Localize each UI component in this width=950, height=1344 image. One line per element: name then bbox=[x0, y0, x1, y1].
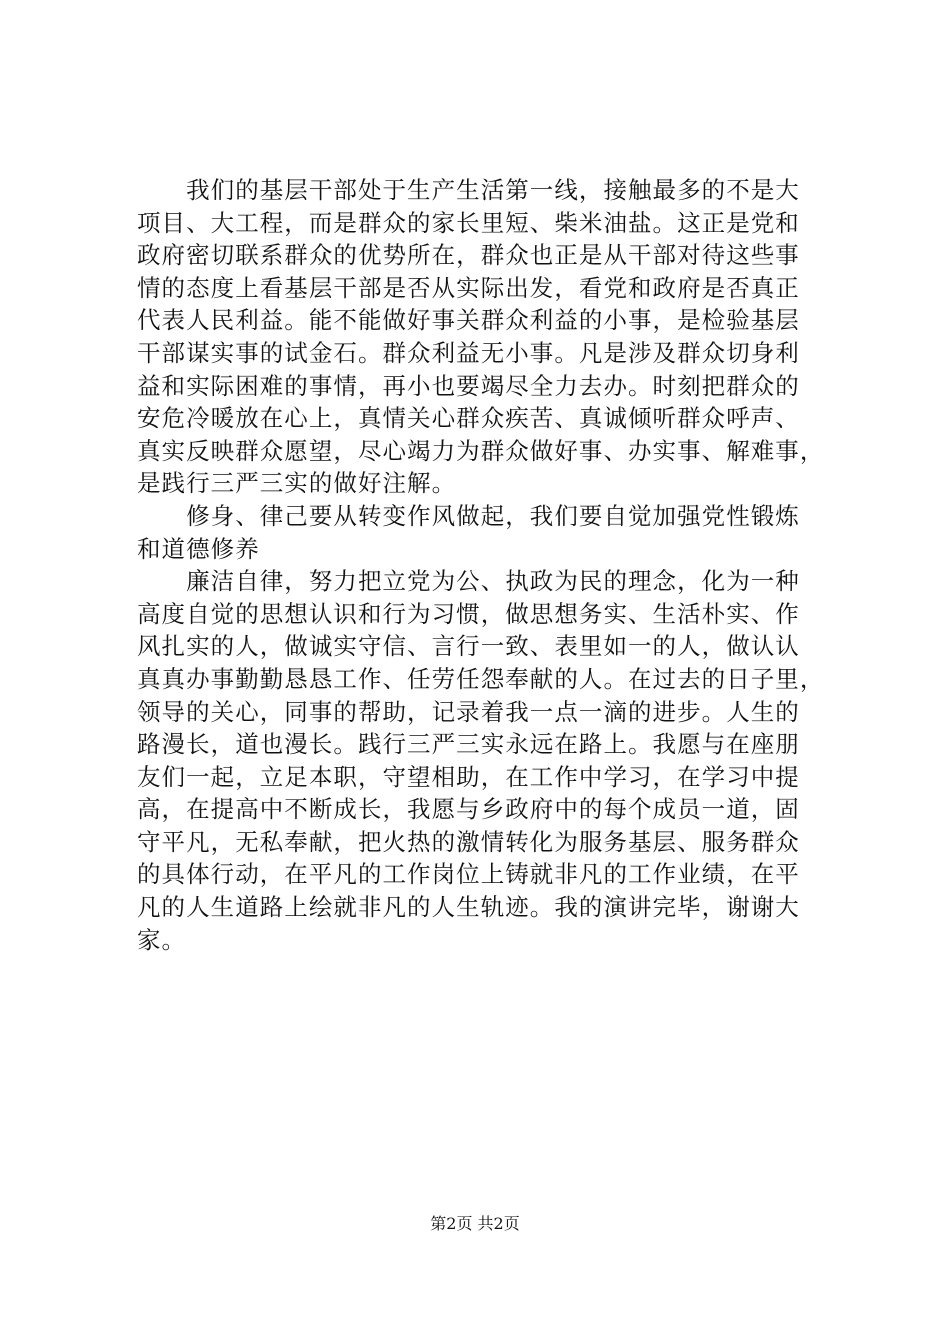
text-line: 我们的基层干部处于生产生活第一线，接触最多的不是大 bbox=[137, 176, 800, 204]
text-line: 政府密切联系群众的优势所在，群众也正是从干部对待这些事 bbox=[137, 241, 800, 270]
text-line: 和道德修养 bbox=[137, 534, 260, 563]
text-line: 友们一起，立足本职，守望相助，在工作中学习，在学习中提 bbox=[137, 762, 800, 791]
text-line: 项目、大工程，而是群众的家长里短、柴米油盐。这正是党和 bbox=[137, 208, 800, 237]
text-line: 情的态度上看基层干部是否从实际出发，看党和政府是否真正 bbox=[137, 273, 800, 302]
text-line: 代表人民利益。能不能做好事关群众利益的小事，是检验基层 bbox=[137, 306, 800, 335]
text-line: 安危冷暖放在心上，真情关心群众疾苦、真诚倾听群众呼声、 bbox=[137, 404, 800, 433]
text-line: 真真办事勤勤恳恳工作、任劳任怨奉献的人。在过去的日子里， bbox=[137, 664, 825, 693]
text-line: 廉洁自律，努力把立党为公、执政为民的理念，化为一种 bbox=[137, 567, 800, 596]
text-line: 干部谋实事的试金石。群众利益无小事。凡是涉及群众切身利 bbox=[137, 338, 800, 367]
text-line: 真实反映群众愿望，尽心竭力为群众做好事、办实事、解难事， bbox=[137, 436, 825, 465]
text-line: 是践行三严三实的做好注解。 bbox=[137, 469, 457, 498]
document-body bbox=[137, 174, 825, 956]
text-line: 领导的关心，同事的帮助，记录着我一点一滴的进步。人生的 bbox=[137, 697, 800, 726]
text-line: 凡的人生道路上绘就非凡的人生轨迹。我的演讲完毕，谢谢大 bbox=[137, 893, 800, 922]
text-line: 路漫长，道也漫长。践行三严三实永远在路上。我愿与在座朋 bbox=[137, 730, 800, 759]
text-line: 的具体行动，在平凡的工作岗位上铸就非凡的工作业绩，在平 bbox=[137, 860, 800, 889]
text-line: 高度自觉的思想认识和行为习惯，做思想务实、生活朴实、作 bbox=[137, 599, 800, 628]
text-line: 修身、律己要从转变作风做起，我们要自觉加强党性锻炼 bbox=[137, 501, 800, 530]
text-line: 家。 bbox=[137, 925, 187, 954]
text-line: 守平凡，无私奉献，把火热的激情转化为服务基层、服务群众 bbox=[137, 827, 800, 856]
text-line: 高，在提高中不断成长，我愿与乡政府中的每个成员一道，固 bbox=[137, 795, 800, 824]
page-number-footer: 第2页 共2页 bbox=[430, 1214, 520, 1233]
text-line: 风扎实的人，做诚实守信、言行一致、表里如一的人，做认认 bbox=[137, 632, 800, 661]
text-line: 益和实际困难的事情，再小也要竭尽全力去办。时刻把群众的 bbox=[137, 371, 800, 400]
